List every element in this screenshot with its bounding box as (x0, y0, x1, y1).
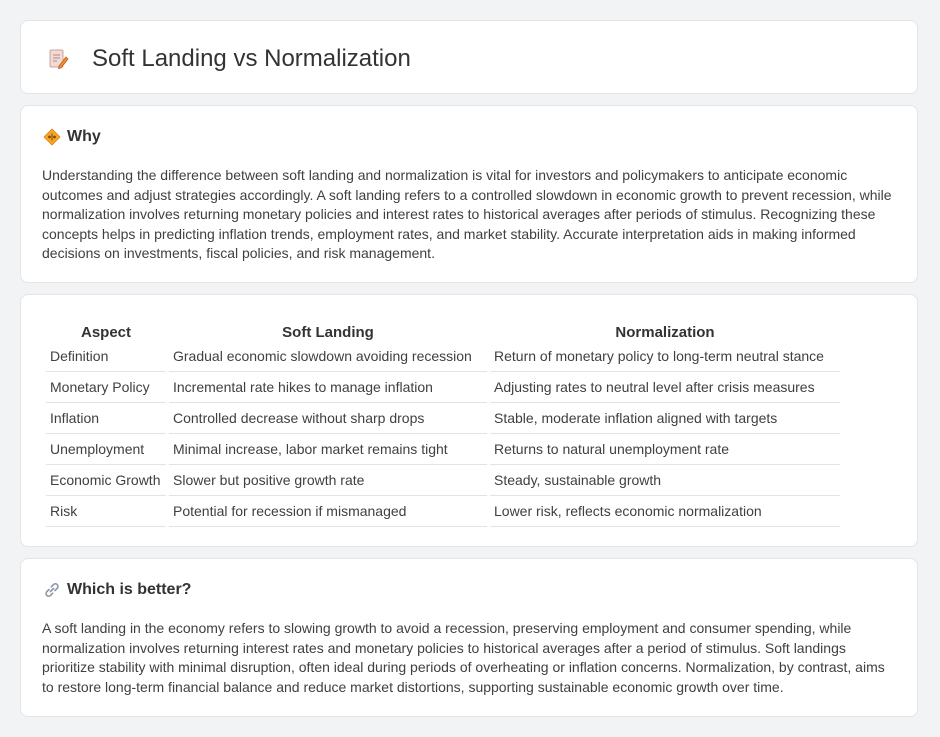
table-cell-normalization: Returns to natural unemployment rate (490, 434, 840, 465)
table-cell-aspect: Inflation (46, 403, 166, 434)
header-aspect: Aspect (80, 324, 132, 341)
table-row (46, 434, 840, 465)
table-cell-normalization: Steady, sustainable growth (490, 465, 840, 496)
table-row (46, 341, 840, 372)
link-icon (43, 581, 61, 599)
table-cell-aspect: Economic Growth (46, 465, 166, 496)
document-pencil-icon (47, 48, 69, 70)
table-cell-aspect: Unemployment (46, 434, 166, 465)
balance-diamond-icon (43, 128, 61, 146)
table-cell-soft-landing: Incremental rate hikes to manage inflation (169, 372, 487, 403)
table-cell-aspect: Monetary Policy (46, 372, 166, 403)
comparison-card (20, 294, 918, 547)
table-cell-normalization: Lower risk, reflects economic normalization (490, 496, 840, 527)
table-row (46, 372, 840, 403)
table-header-row (46, 313, 840, 341)
why-heading: Why (67, 128, 101, 145)
comparison-table (43, 313, 843, 527)
table-row (46, 496, 840, 527)
which-is-better-section (20, 558, 918, 717)
table-cell-soft-landing: Slower but positive growth rate (169, 465, 487, 496)
why-heading-row (43, 128, 101, 146)
table-cell-soft-landing: Controlled decrease without sharp drops (169, 403, 487, 434)
table-cell-soft-landing: Potential for recession if mismanaged (169, 496, 487, 527)
table-cell-normalization: Adjusting rates to neutral level after crisis measures (490, 372, 840, 403)
header-card (20, 20, 918, 94)
table-row (46, 403, 840, 434)
better-heading-row (43, 581, 191, 599)
table-cell-soft-landing: Minimal increase, labor market remains tight (169, 434, 487, 465)
table-cell-aspect: Risk (46, 496, 166, 527)
better-text: A soft landing in the economy refers to slowing growth to avoid a recession, preserving employment and consumer spending, while normalization involves returning interest rates and monetary policies to historical averages after a period of stimulus. Soft landings prioritize stability with minimal disruption, often ideal during periods of overheating or inflation concerns. Normalization, by contrast, aims to restore long-term financial balance and reduce market distortions, supporting sustainable economic growth over time. (42, 620, 885, 695)
table-cell-soft-landing: Gradual economic slowdown avoiding recession (169, 341, 487, 372)
why-text: Understanding the difference between soft landing and normalization is vital for investors and policymakers to anticipate economic outcomes and adjust strategies accordingly. A soft landing refers to a controlled slowdown in economic growth to prevent recession, while normalization involves returning monetary policies and interest rates to historical averages after periods of stimulus. Recognizing these concepts helps in predicting inflation trends, employment rates, and market stability. Accurate interpretation aids in making informed decisions on investments, fiscal policies, and risk management. (42, 167, 892, 261)
page-title: Soft Landing vs Normalization (92, 45, 411, 72)
table-cell-normalization: Return of monetary policy to long-term neutral stance (490, 341, 840, 372)
table-cell-normalization: Stable, moderate inflation aligned with targets (490, 403, 840, 434)
better-heading: Which is better? (67, 581, 192, 598)
header-soft-landing: Soft Landing (282, 324, 374, 341)
table-row (46, 465, 840, 496)
header-normalization: Normalization (615, 324, 715, 341)
table-cell-aspect: Definition (46, 341, 166, 372)
why-section (20, 105, 918, 283)
